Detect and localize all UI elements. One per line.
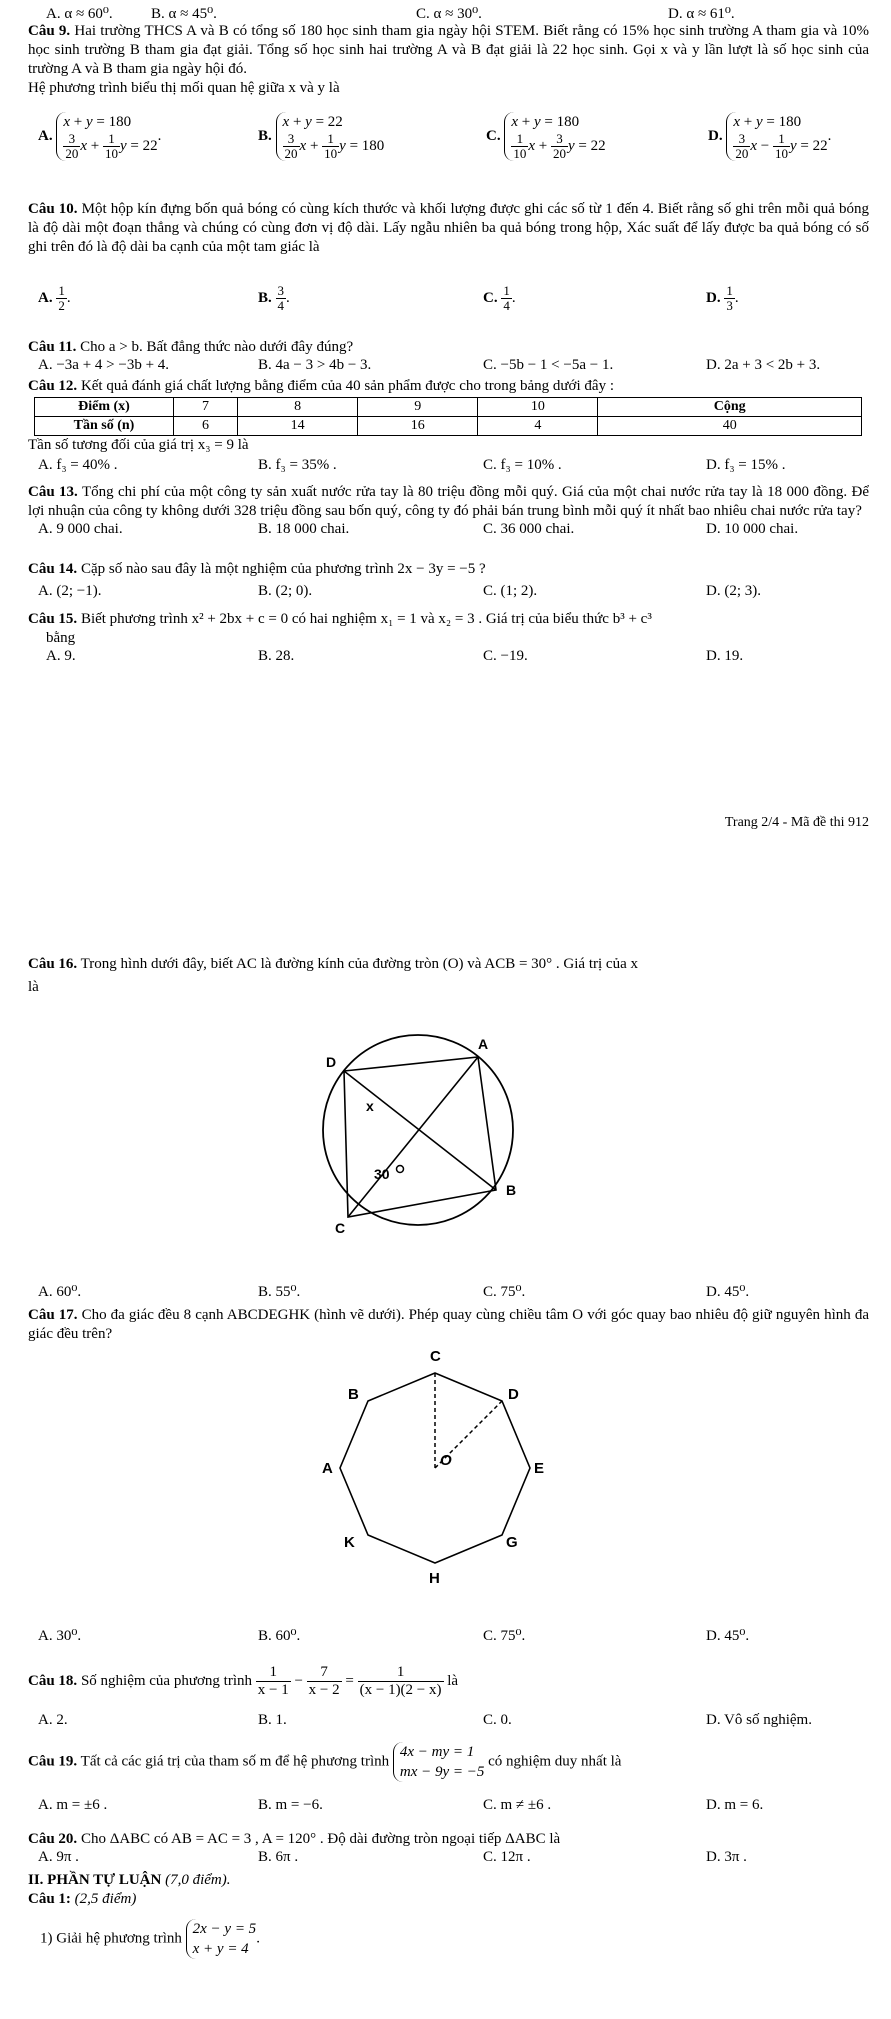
q8-option-b: B. α ≈ 45⁰. bbox=[151, 6, 217, 22]
q8-options bbox=[28, 4, 869, 24]
q16-label: Câu 16. bbox=[28, 956, 78, 972]
q20-option-c: C. 12π . bbox=[483, 1849, 531, 1865]
q10-text: Một hộp kín đựng bốn quả bóng có cùng kích thước và khối lượng được ghi các số từ 1 đến 4. Biết rằng số ghi trên mỗi quả bóng là độ dài một đoạn thẳng và chúng có cùng đơn vị độ dài. Lấy ngẫu nhiên ba quả bóng trong hộp, Xác suất để lấy được ba quả bóng có số ghi trên đó là độ dài ba cạnh của một tam giác là bbox=[28, 201, 869, 255]
q19-option-c: C. m ≠ ±6 . bbox=[483, 1797, 552, 1813]
q17-option-c: C. 75⁰. bbox=[483, 1628, 526, 1644]
q15-label: Câu 15. bbox=[28, 611, 78, 627]
q14-option-b: B. (2; 0). bbox=[258, 583, 313, 599]
q19-label: Câu 19. bbox=[28, 1753, 78, 1770]
q15-option-c: C. −19. bbox=[483, 648, 528, 664]
q15-option-d: D. 19. bbox=[706, 648, 744, 664]
q17-options bbox=[28, 1626, 869, 1646]
q10-option-a: A. $\frac{1}{2}$ . bbox=[38, 283, 71, 313]
q9-text: Hai trường THCS A và B có tổng số 180 học sinh tham gia ngày hội STEM. Biết rằng có 15% học sinh trường A tham gia và 10% học sinh trường B tham gia đạt giải. Tổng số học sinh hai trường A và B đạt giải là 22 học sinh. Gọi x và y lần lượt là số học sinh của trường A và B tham gia ngày hội đó. bbox=[28, 23, 870, 77]
q17-option-d: D. 45⁰. bbox=[706, 1628, 750, 1644]
q19-options bbox=[28, 1797, 869, 1817]
label-o: O bbox=[440, 1452, 452, 1469]
q19-option-d: D. m = 6. bbox=[706, 1797, 764, 1813]
q14-option-a: A. (2; −1). bbox=[38, 583, 102, 599]
q10-option-c: C. $\frac{1}{4}$ . bbox=[483, 283, 516, 313]
q12-option-d: D. f₃ = 15% . bbox=[706, 457, 786, 473]
q16-circle-figure bbox=[308, 1005, 538, 1245]
q16-option-a: A. 60⁰. bbox=[38, 1284, 82, 1300]
part2-c1-text: 1) Giải hệ phương trình bbox=[40, 1930, 182, 1947]
part-2: II. PHẦN TỰ LUẬN (7,0 điểm). Câu 1: (2,5 điểm) 1) Giải hệ phương trình 2x − y = 5 x + y = 4. bbox=[28, 1872, 260, 1957]
q19-text: Tất cả các giá trị của tham số m để hệ phương trình bbox=[80, 1753, 390, 1770]
question-15 bbox=[28, 610, 869, 668]
q14-text: Cặp số nào sau đây là một nghiệm của phương trình 2x − 3y = −5 ? bbox=[80, 561, 486, 577]
q18-option-d: D. Vô số nghiệm. bbox=[706, 1712, 812, 1728]
q15-text2: bằng bbox=[46, 630, 76, 646]
label-b: B bbox=[348, 1386, 359, 1403]
q9-option-d: D. x + y = 180 $\frac{3}{20}$ x − $\frac{1}{10}$ y = 22. bbox=[708, 114, 832, 161]
q18-tail: là bbox=[447, 1672, 459, 1689]
q16-option-d: D. 45⁰. bbox=[706, 1284, 750, 1300]
q11-option-a: A. −3a + 4 > −3b + 4. bbox=[38, 357, 170, 373]
q10-option-d: D. $\frac{1}{3}$ . bbox=[706, 283, 739, 313]
q15-option-b: B. 28. bbox=[258, 648, 295, 664]
table-row: Điểm (x) 7 8 9 10 Cộng bbox=[35, 398, 862, 417]
q17-option-a: A. 30⁰. bbox=[38, 1628, 82, 1644]
q15-text: Biết phương trình x² + 2bx + c = 0 có hai nghiệm x₁ = 1 và x₂ = 3 . Giá trị của biểu thức b³ + c³ bbox=[80, 611, 652, 627]
q12-option-c: C. f₃ = 10% . bbox=[483, 457, 562, 473]
question-11 bbox=[28, 338, 869, 377]
label-d: D bbox=[326, 1054, 337, 1070]
q13-option-a: A. 9 000 chai. bbox=[38, 521, 123, 537]
q11-option-c: C. −5b − 1 < −5a − 1. bbox=[483, 357, 614, 373]
q20-option-a: A. 9π . bbox=[38, 1849, 79, 1865]
q14-label: Câu 14. bbox=[28, 561, 78, 577]
q18-option-b: B. 1. bbox=[258, 1712, 287, 1728]
q15-option-a: A. 9. bbox=[46, 648, 76, 664]
question-16 bbox=[28, 955, 869, 997]
question-18: Câu 18. Số nghiệm của phương trình $\frac{1}{x - 1}$ − $\frac{7}{x - 2}$ = $\frac{1}{(x - 1)(2 - x)}$ là bbox=[28, 1664, 459, 1698]
q12-text2: Tần số tương đối của giá trị x₃ = 9 là bbox=[28, 437, 249, 453]
diagonal-db bbox=[344, 1071, 496, 1190]
diameter-ac bbox=[348, 1057, 478, 1217]
q13-option-d: D. 10 000 chai. bbox=[706, 521, 799, 537]
q17-option-b: B. 60⁰. bbox=[258, 1628, 301, 1644]
page-footer: Trang 2/4 - Mã đề thi 912 bbox=[724, 815, 869, 830]
part2-title: II. PHẦN TỰ LUẬN bbox=[28, 1872, 162, 1888]
q11-label: Câu 11. bbox=[28, 339, 77, 355]
label-a: A bbox=[322, 1460, 333, 1477]
label-c: C bbox=[430, 1348, 441, 1365]
q16-options bbox=[28, 1282, 869, 1302]
q20-option-b: B. 6π . bbox=[258, 1849, 299, 1865]
q16-option-c: C. 75⁰. bbox=[483, 1284, 526, 1300]
q9-option-b: B. x + y = 22 $\frac{3}{20}$ x + $\frac{1}{10}$ y = 180 bbox=[258, 114, 385, 161]
q10-options bbox=[28, 280, 869, 326]
q12-frequency-table bbox=[34, 397, 862, 436]
question-20 bbox=[28, 1830, 869, 1869]
label-h: H bbox=[429, 1570, 440, 1587]
q16-text2: là bbox=[28, 979, 39, 995]
question-17 bbox=[28, 1306, 869, 1344]
q8-option-c: C. α ≈ 30⁰. bbox=[416, 6, 482, 22]
q9-option-c: C. x + y = 180 $\frac{1}{10}$ x + $\frac{3}{20}$ y = 22 bbox=[486, 114, 606, 161]
q10-option-b: B. $\frac{3}{4}$ . bbox=[258, 283, 290, 313]
q20-label: Câu 20. bbox=[28, 1831, 78, 1847]
q9-options bbox=[28, 100, 869, 166]
q17-text: Cho đa giác đều 8 cạnh ABCDEGHK (hình vẽ dưới). Phép quay cùng chiều tâm O với góc quay bao nhiêu độ giữ nguyên hình đa giác đều trên? bbox=[28, 1307, 869, 1342]
q12-label: Câu 12. bbox=[28, 378, 78, 394]
q18-options bbox=[28, 1712, 869, 1732]
q9-text2: Hệ phương trình biểu thị mối quan hệ giữa x và y là bbox=[28, 80, 340, 96]
q8-option-a: A. α ≈ 60⁰. bbox=[46, 6, 113, 22]
label-a: A bbox=[478, 1036, 489, 1052]
label-g: G bbox=[506, 1534, 518, 1551]
q11-text: Cho a > b. Bất đẳng thức nào dưới đây đúng? bbox=[80, 339, 354, 355]
q18-option-c: C. 0. bbox=[483, 1712, 512, 1728]
part2-c1-label: Câu 1: bbox=[28, 1891, 71, 1907]
q12-option-a: A. f₃ = 40% . bbox=[38, 457, 118, 473]
q14-option-c: C. (1; 2). bbox=[483, 583, 538, 599]
part2-points: (7,0 điểm). bbox=[165, 1872, 231, 1888]
q19-tail: có nghiệm duy nhất là bbox=[488, 1753, 622, 1770]
q19-option-a: A. m = ±6 . bbox=[38, 1797, 108, 1813]
question-9 bbox=[28, 22, 869, 98]
q11-option-d: D. 2a + 3 < 2b + 3. bbox=[706, 357, 821, 373]
q13-label: Câu 13. bbox=[28, 484, 78, 500]
q17-octagon-figure bbox=[290, 1345, 560, 1595]
question-19: Câu 19. Tất cả các giá trị của tham số m để hệ phương trình 4x − my = 1 mx − 9y = −5 có nghiệm duy nhất là bbox=[28, 1744, 622, 1780]
q13-text: Tổng chi phí của một công ty sản xuất nước rửa tay là 80 triệu đồng mỗi quý. Giá của một chai nước rửa tay là 18 000 đồng. Để lợi nhuận của công ty không dưới 328 triệu đồng sau bốn quý, công ty đó phải bán trung bình mỗi quý ít nhất bao nhiêu chai nước rửa tay? bbox=[28, 484, 869, 519]
label-x: x bbox=[366, 1098, 374, 1114]
label-d: D bbox=[508, 1386, 519, 1403]
question-10 bbox=[28, 200, 869, 257]
label-c: C bbox=[335, 1220, 346, 1236]
q14-option-d: D. (2; 3). bbox=[706, 583, 761, 599]
q18-label: Câu 18. bbox=[28, 1672, 78, 1689]
q20-text: Cho ΔABC có AB = AC = 3 , A = 120° . Độ dài đường tròn ngoại tiếp ΔABC là bbox=[80, 1831, 561, 1847]
question-14 bbox=[28, 560, 869, 603]
table-row: Tần số (n) 6 14 16 4 40 bbox=[35, 417, 862, 436]
label-k: K bbox=[344, 1534, 355, 1551]
label-b: B bbox=[506, 1182, 517, 1198]
q13-option-b: B. 18 000 chai. bbox=[258, 521, 350, 537]
q8-option-d: D. α ≈ 61⁰. bbox=[668, 6, 735, 22]
q12-text: Kết quả đánh giá chất lượng bằng điểm của 40 sản phẩm được cho trong bảng dưới đây : bbox=[80, 378, 614, 394]
q19-option-b: B. m = −6. bbox=[258, 1797, 323, 1813]
q16-text: Trong hình dưới đây, biết AC là đường kính của đường tròn (O) và ACB = 30° . Giá trị của x bbox=[80, 956, 638, 972]
q20-option-d: D. 3π . bbox=[706, 1849, 747, 1865]
question-13 bbox=[28, 483, 869, 541]
q12-option-b: B. f₃ = 35% . bbox=[258, 457, 337, 473]
q17-label: Câu 17. bbox=[28, 1307, 78, 1323]
label-angle-30: 30 bbox=[374, 1166, 390, 1182]
part2-c1-points: (2,5 điểm) bbox=[74, 1891, 137, 1907]
q9-option-a: A. x + y = 180 $\frac{3}{20}$ x + $\frac{1}{10}$ y = 22. bbox=[38, 114, 162, 161]
q11-option-b: B. 4a − 3 > 4b − 3. bbox=[258, 357, 372, 373]
q18-text: Số nghiệm của phương trình bbox=[80, 1672, 252, 1689]
q18-option-a: A. 2. bbox=[38, 1712, 68, 1728]
q13-option-c: C. 36 000 chai. bbox=[483, 521, 575, 537]
q16-option-b: B. 55⁰. bbox=[258, 1284, 301, 1300]
label-e: E bbox=[534, 1460, 545, 1477]
q10-label: Câu 10. bbox=[28, 201, 78, 217]
degree-symbol bbox=[397, 1166, 404, 1173]
q9-label: Câu 9. bbox=[28, 23, 71, 39]
